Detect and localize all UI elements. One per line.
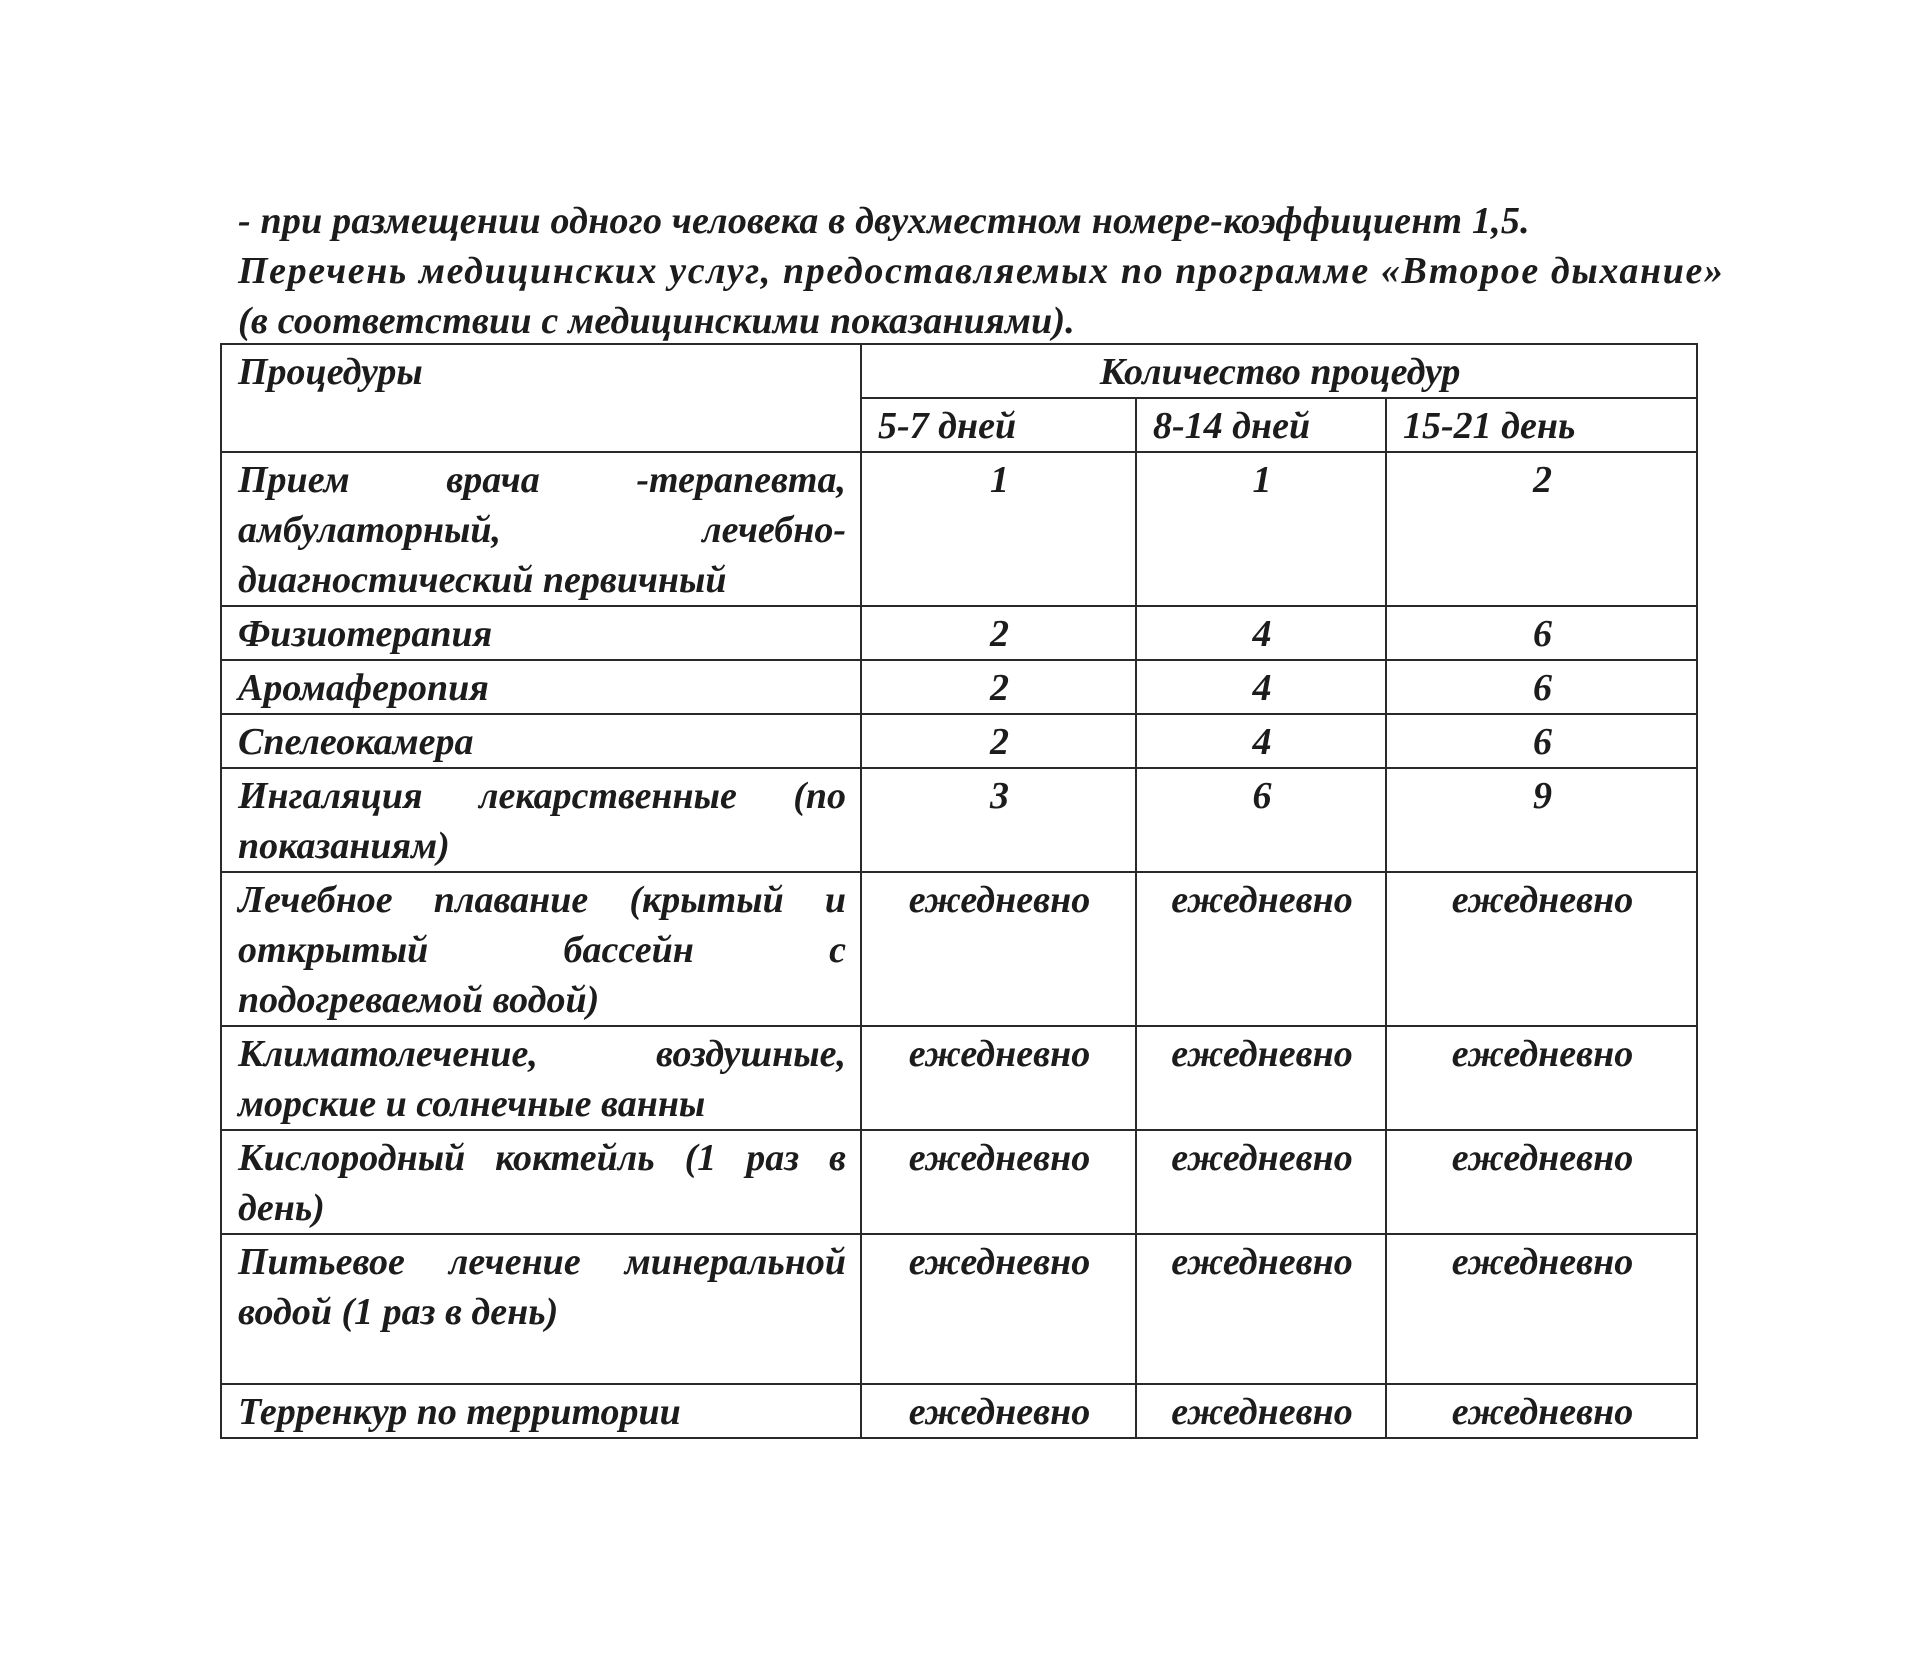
- procedure-name: Питьевое лечение минеральной водой (1 раз в день): [221, 1234, 861, 1384]
- procedure-name: Физиотерапия: [221, 606, 861, 660]
- procedures-table: [220, 343, 1698, 1439]
- procedure-count: ежедневно: [1136, 872, 1386, 1026]
- procedure-count: 6: [1136, 768, 1386, 872]
- procedure-name: Терренкур по территории: [221, 1384, 861, 1438]
- procedure-count: ежедневно: [1386, 1384, 1697, 1438]
- table-row: [221, 1384, 1697, 1438]
- header-period-5-7: 5-7 дней: [861, 398, 1136, 452]
- procedure-count: ежедневно: [1386, 1026, 1697, 1130]
- header-procedures: Процедуры: [221, 344, 861, 452]
- procedure-count: ежедневно: [861, 1026, 1136, 1130]
- intro-line-indications: (в соответствии с медицинскими показаниями).: [238, 300, 1076, 342]
- procedure-count: 2: [861, 660, 1136, 714]
- table-row: [221, 660, 1697, 714]
- procedure-name: Климатолечение, воздушные, морские и солнечные ванны: [221, 1026, 861, 1130]
- procedure-count: ежедневно: [1136, 1234, 1386, 1384]
- procedure-count: 6: [1386, 606, 1697, 660]
- procedure-count: ежедневно: [1386, 1234, 1697, 1384]
- table-row: [221, 872, 1697, 1026]
- table-row: [221, 1234, 1697, 1384]
- intro-line-coefficient: - при размещении одного человека в двухместном номере-коэффициент 1,5.: [238, 200, 1530, 242]
- procedure-count: ежедневно: [861, 872, 1136, 1026]
- procedure-count: ежедневно: [1386, 1130, 1697, 1234]
- intro-text: [238, 196, 1878, 346]
- procedure-count: 9: [1386, 768, 1697, 872]
- table-row: [221, 452, 1697, 606]
- procedure-count: 2: [861, 714, 1136, 768]
- procedure-count: 2: [1386, 452, 1697, 606]
- procedure-count: ежедневно: [1136, 1026, 1386, 1130]
- intro-line-list-title: Перечень медицинских услуг, предоставляемых по программе «Второе дыхание»: [238, 250, 1725, 292]
- procedure-count: ежедневно: [1136, 1130, 1386, 1234]
- header-period-8-14: 8-14 дней: [1136, 398, 1386, 452]
- procedure-count: 4: [1136, 660, 1386, 714]
- procedure-name: Лечебное плавание (крытый и открытый бассейн с подогреваемой водой): [221, 872, 861, 1026]
- procedure-count: 2: [861, 606, 1136, 660]
- header-procedure-count: Количество процедур: [861, 344, 1697, 398]
- procedure-name: Ингаляция лекарственные (по показаниям): [221, 768, 861, 872]
- procedure-name: Аромаферопия: [221, 660, 861, 714]
- procedure-count: ежедневно: [861, 1234, 1136, 1384]
- table-row: [221, 1130, 1697, 1234]
- table-row: [221, 714, 1697, 768]
- procedure-count: 4: [1136, 714, 1386, 768]
- procedure-name: Кислородный коктейль (1 раз в день): [221, 1130, 861, 1234]
- procedure-count: 3: [861, 768, 1136, 872]
- procedure-count: 1: [861, 452, 1136, 606]
- procedure-count: 6: [1386, 714, 1697, 768]
- table-header-row: [221, 344, 1697, 398]
- procedure-name: Прием врача -терапевта, амбулаторный, лечебно-диагностический первичный: [221, 452, 861, 606]
- procedure-count: 4: [1136, 606, 1386, 660]
- procedure-count: ежедневно: [861, 1384, 1136, 1438]
- procedure-count: 1: [1136, 452, 1386, 606]
- table-row: [221, 1026, 1697, 1130]
- procedure-count: 6: [1386, 660, 1697, 714]
- procedure-count: ежедневно: [1386, 872, 1697, 1026]
- table-row: [221, 606, 1697, 660]
- table-row: [221, 768, 1697, 872]
- procedure-count: ежедневно: [861, 1130, 1136, 1234]
- procedure-name: Спелеокамера: [221, 714, 861, 768]
- procedure-count: ежедневно: [1136, 1384, 1386, 1438]
- header-period-15-21: 15-21 день: [1386, 398, 1697, 452]
